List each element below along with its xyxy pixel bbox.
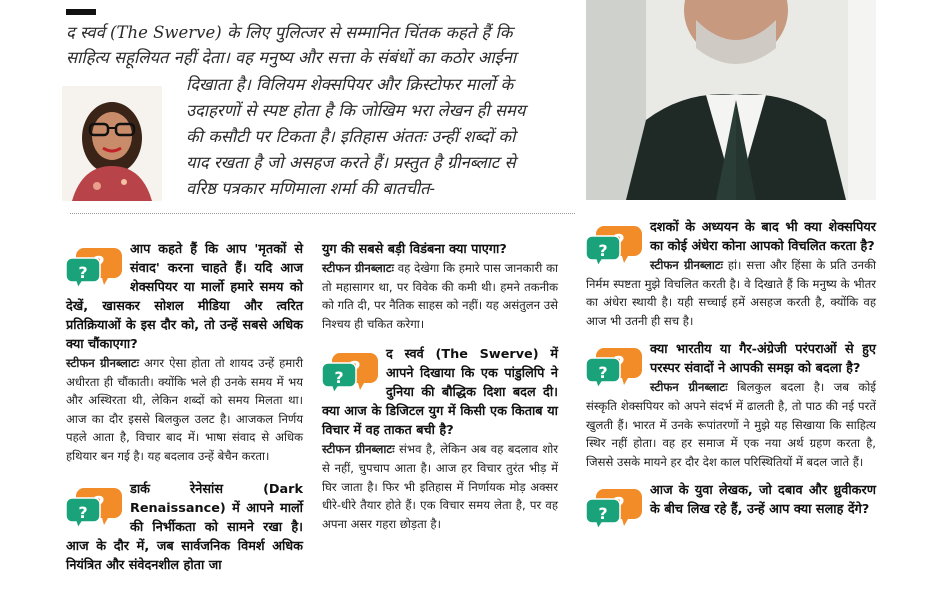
answer-1 <box>66 354 303 466</box>
answer-2 <box>322 259 558 333</box>
answer-5 <box>586 378 876 471</box>
intro-line-4: उदाहरणों से स्पष्ट होता है कि जोखिम भरा लेखन ही समय <box>186 101 526 120</box>
speaker-label: स्टीफन ग्रीनब्लाटः <box>66 356 140 370</box>
question-icon <box>66 242 124 288</box>
answer-text: हां। सत्ता और हिंसा के प्रति उनकी निर्मम स्पष्टता मुझे विचलित करती है। वे दिखाते हैं कि मनुष्य के भीतर का अंधेरा स्थायी है। यही सच्चाई हमें असहज करती है, क्योंकि वह आज भी उतनी ही सच है। <box>586 258 876 328</box>
question-1: आप कहते हैं कि आप 'मृतकों से संवाद' करना चाहते हैं। यदि आज शेक्सपियर या मार्लो हमारे समय को देखें, खासकर सोशल मीडिया और त्वरित प्रतिक्रियाओं के इस दौर को, तो उन्हें सबसे अधिक क्या चौंकाएगा? <box>66 242 303 352</box>
answer-text: बिलकुल बदला है। जब कोई संस्कृति शेक्सपियर को अपने संदर्भ में ढालती है, तो पाठ की नई परतें खुलती हैं। भारत में उनके रूपांतरणों ने मुझे यह सिखाया कि साहित्य स्थिर नहीं होता। वह हर समाज में एक नया अर्थ ग्रहण करता है, जिससे उसके मायने हर दौर देश काल परिस्थितियों में बदल जाते हैं। <box>586 380 876 469</box>
question-icon <box>322 347 380 393</box>
question-icon <box>586 220 644 266</box>
intro-line-2: साहित्य सहूलियत नहीं देता। वह मनुष्य और सत्ता के संबंधों का कठोर आईना <box>66 48 517 67</box>
answer-4 <box>586 256 876 330</box>
question-2: डार्क रेनेसांस (Dark Renaissance) में आपने मार्लो की निर्भीकता को सामने रखा है। आज के दौर में, जब सार्वजनिक विमर्श अधिक नियंत्रित और संवेदनशील होता जा <box>66 481 303 573</box>
answer-text: वह देखेगा कि हमारे पास जानकारी का तो महासागर था, पर विवेक की कमी थी। हमने तकनीक को गति दी, पर नैतिक साहस को नहीं। यह असंतुलन उसे निश्चय ही चकित करेगा। <box>322 261 558 331</box>
speaker-label: स्टीफन ग्रीनब्लाटः <box>322 442 395 457</box>
header-remnant <box>66 0 96 6</box>
column-1 <box>66 240 303 575</box>
speaker-label: स्टीफन ग्रीनब्लाटः <box>650 380 728 395</box>
speaker-label: स्टीफन ग्रीनब्लाटः <box>650 258 724 272</box>
divider <box>70 213 575 214</box>
question-3: द स्वर्व (The Swerve) में आपने दिखाया कि एक पांडुलिपि ने दुनिया की बौद्धिक दिशा बदल दी। क्या आज के डिजिटल युग में किसी एक किताब या विचार में वह ताकत बची है? <box>322 347 558 439</box>
question-icon <box>586 342 644 388</box>
speaker-label: स्टीफन ग्रीनब्लाटः <box>322 261 394 275</box>
intro-line-3: दिखाता है। विलियम शेक्सपियर और क्रिस्टोफर मार्लो के <box>186 75 514 94</box>
greenblatt-photo <box>586 0 876 200</box>
intro-line-1: द स्वर्व (The Swerve) के लिए पुलित्जर से सम्मानित चिंतक कहते हैं कि <box>66 23 513 42</box>
intro-line-7: वरिष्ठ पत्रकार मणिमाला शर्मा की बातचीत- <box>186 179 436 198</box>
intro-line-5: की कसौटी पर टिकता है। इतिहास अंततः उन्हीं शब्दों को <box>186 127 516 146</box>
question-6: आज के युवा लेखक, जो दबाव और ध्रुवीकरण के बीच लिख रहे हैं, उन्हें आप क्या सलाह देंगे? <box>650 483 876 518</box>
intro-line-6: याद रखता है जो असहज करते हैं। प्रस्तुत है ग्रीनब्लाट से <box>186 153 516 172</box>
question-icon <box>586 483 644 529</box>
question-continued: युग की सबसे बड़ी विडंबना क्या पाएगा? <box>322 242 507 257</box>
column-3 <box>586 218 876 529</box>
column-2 <box>322 240 558 533</box>
question-icon <box>66 482 124 528</box>
question-5: क्या भारतीय या गैर-अंग्रेजी परंपराओं से हुए परस्पर संवादों ने आपकी समझ को बदला है? <box>650 342 876 377</box>
author-photo <box>62 86 162 201</box>
answer-text: अगर ऐसा होता तो शायद उन्हें हमारी अधीरता ही चौंकाती। क्योंकि भले ही उनके समय में भय और अस्थिरता थी, लेकिन शब्दों को समय मिलता था। आज का दौर इससे बिलकुल उलट है। आजकल निर्णय पहले आता है, विचार बाद में। भाषा संवाद से अधिक हथियार बन गई है। यह बदलाव उन्हें बेचैन करता। <box>66 356 303 463</box>
answer-3 <box>322 440 558 533</box>
question-4: दशकों के अध्ययन के बाद भी क्या शेक्सपियर का कोई अंधेरा कोना आपको विचलित करता है? <box>650 220 876 254</box>
answer-text: संभव है, लेकिन अब वह बदलाव शोर से नहीं, चुपचाप आता है। आज हर विचार तुरंत भीड़ में घिर जाता है। फिर भी इतिहास में निर्णायक मोड़ अक्सर धीरे-धीरे तैयार होते हैं। एक विचार समय लेता है, पर वह अपना असर गहरा छोड़ता है। <box>322 442 558 531</box>
